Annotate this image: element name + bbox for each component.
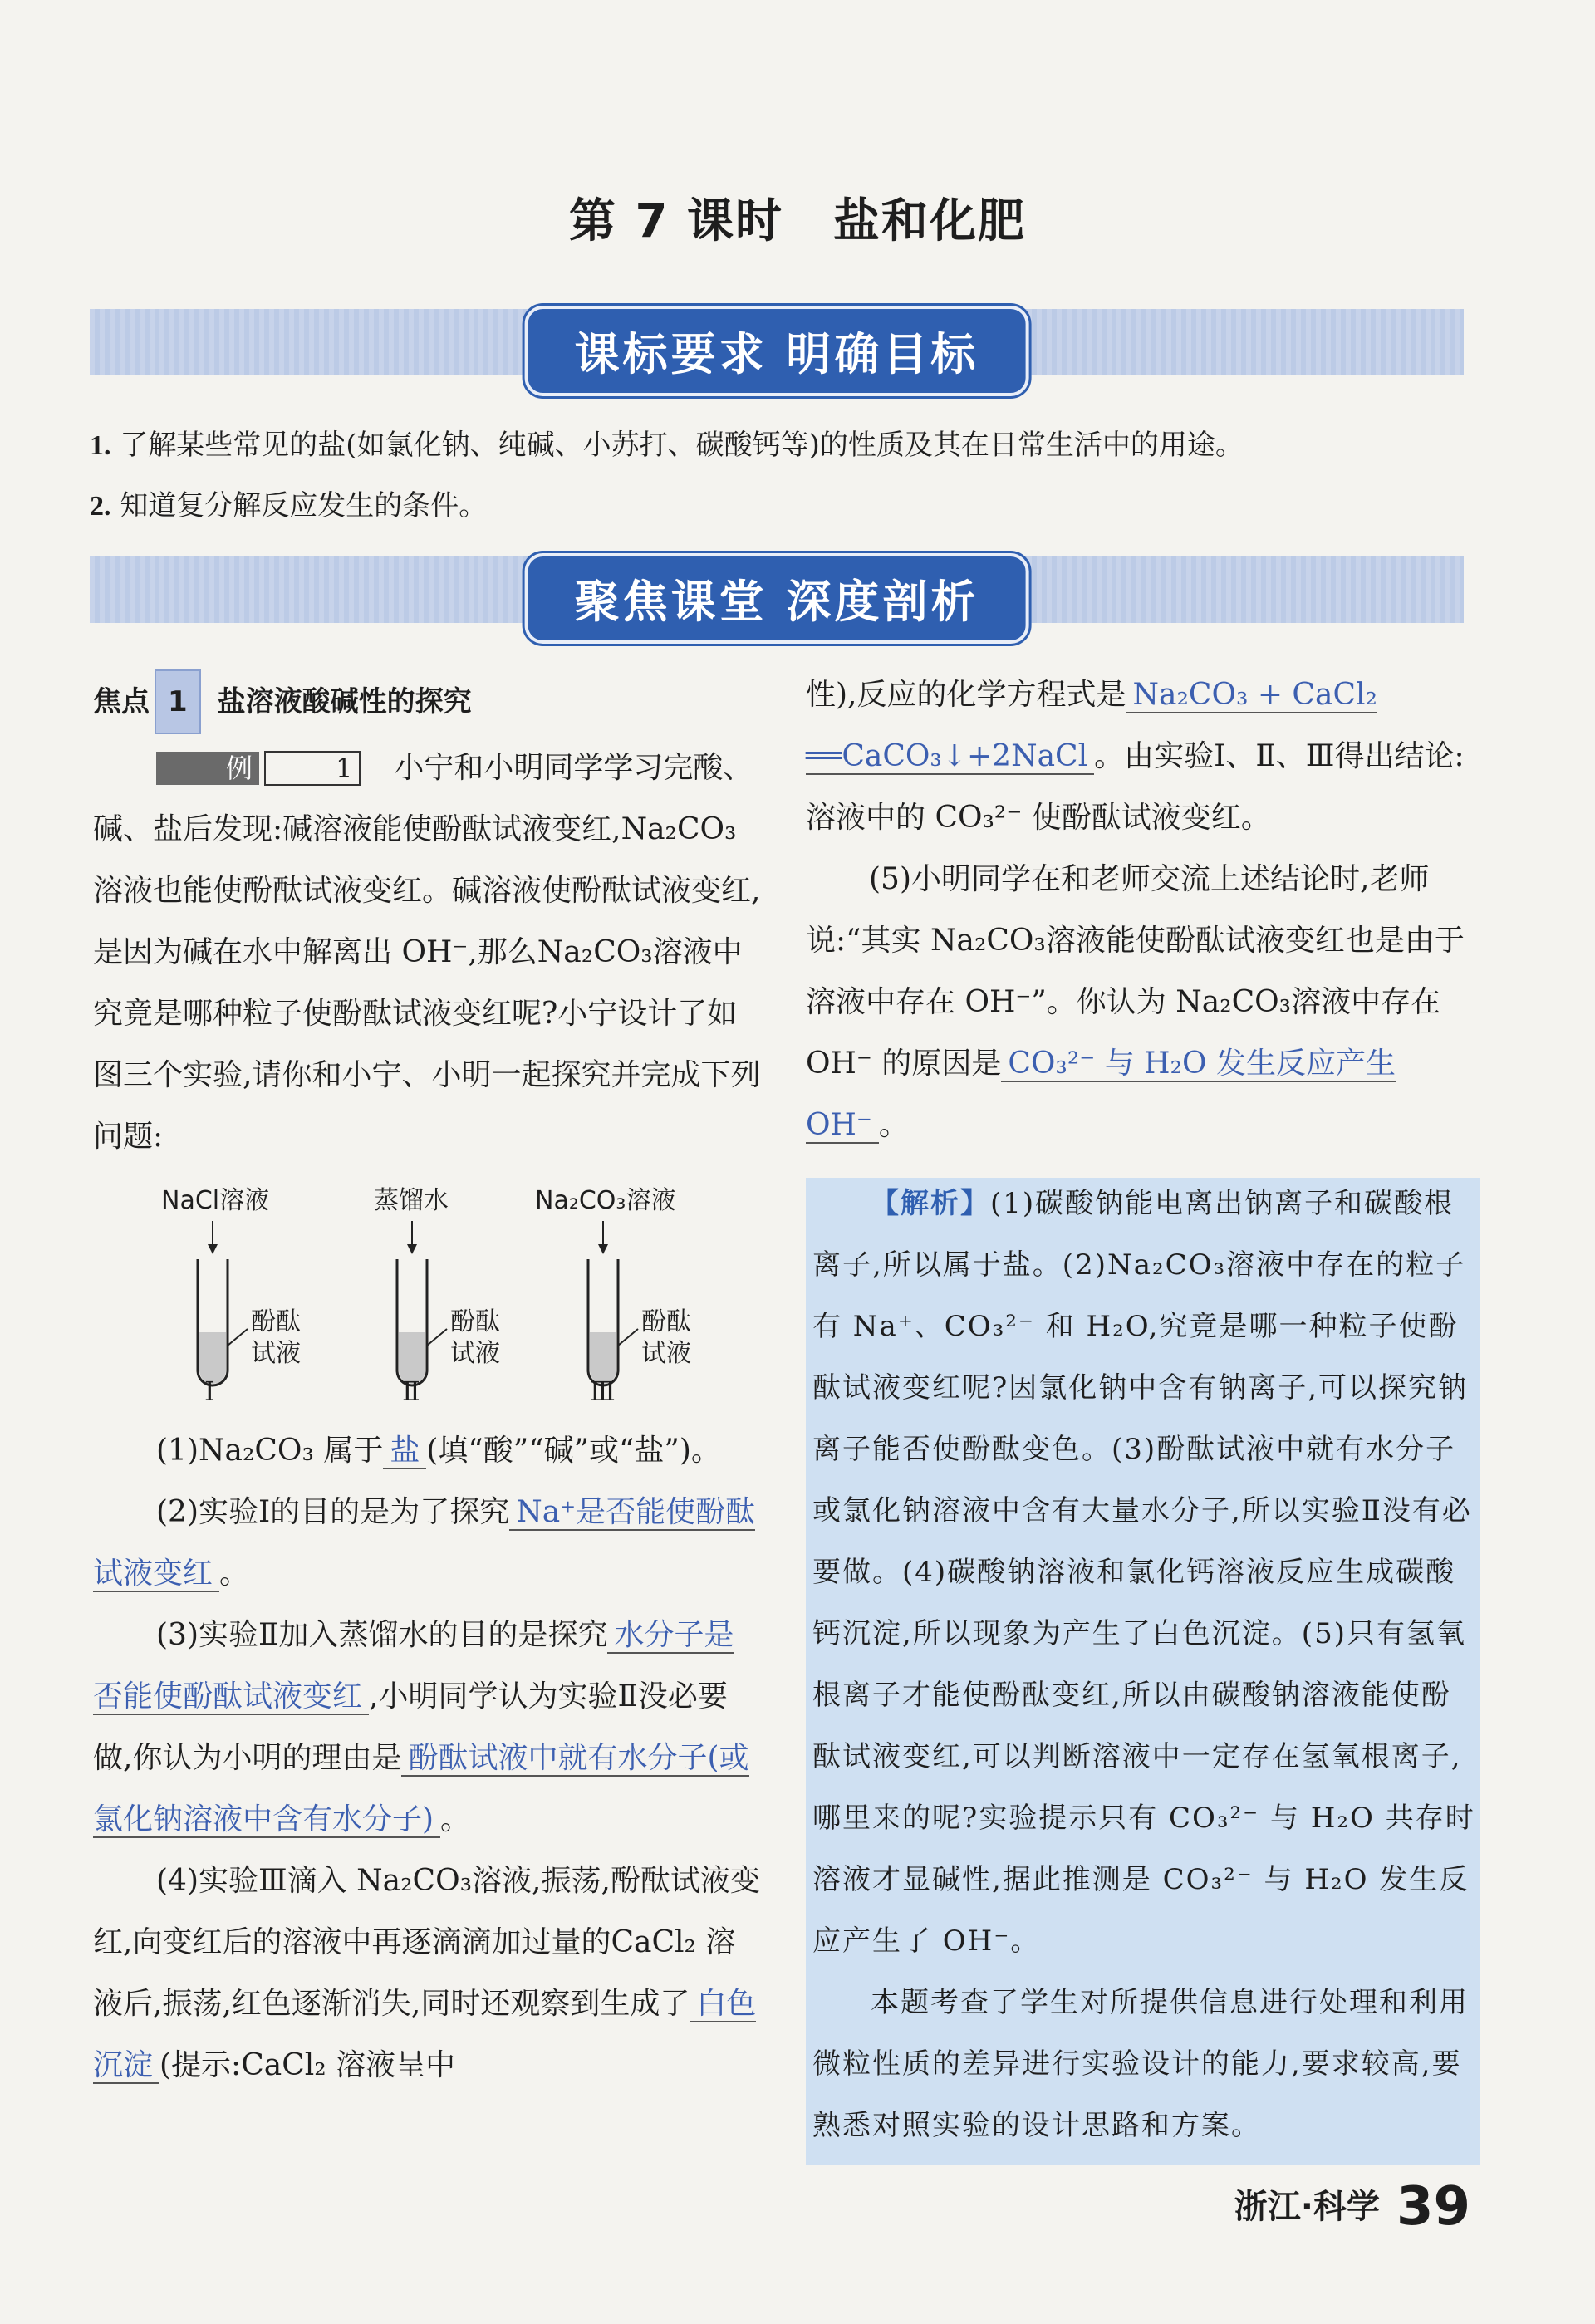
tube-1-roman: Ⅰ (204, 1375, 215, 1407)
right-column (806, 664, 1477, 1156)
goal-item: 2. 知道复分解反应发生的条件。 (90, 489, 488, 522)
tube-2-roman: Ⅱ (402, 1375, 420, 1407)
experiment-figure (158, 1179, 723, 1412)
answer-3b: 酚酞试液中就有水分子(或氯化钠溶液中含有水分子) (93, 1741, 749, 1836)
question-1: (1)Na₂CO₃ 属于 盐 (填“酸”“碱”或“盐”)。 (156, 1434, 721, 1468)
banner-focus (90, 556, 1464, 628)
page-title (0, 184, 1595, 251)
tube-3-roman: Ⅲ (590, 1375, 616, 1407)
banner-goals-label: 课标要求 明确目标 (525, 306, 1029, 396)
lesson-title: 第 7 课时 (569, 194, 783, 248)
tube-2 (397, 1221, 447, 1385)
tube-2-side: 酚酞 (450, 1307, 500, 1336)
question-5: (5)小明同学在和老师交流上述结论时,老师说:“其实 Na₂CO₃溶液能使酚酞试液变红也是由于溶液中存在 OH⁻”。你认为 Na₂CO₃溶液中存在 OH⁻ 的原因是 CO₃²⁻ 与 H₂O 发生反应产生 OH⁻ 。 (806, 862, 1465, 1142)
answer-3a: 水分子是否能使酚酞试液变红 (93, 1618, 734, 1714)
analysis-body: 【解析】(1)碳酸钠能电离出钠离子和碳酸根离子,所以属于盐。(2)Na₂CO₃溶液中存在的粒子有 Na⁺、CO₃²⁻ 和 H₂O,究竟是哪一种粒子使酚酞试液变红呢?因氯化钠中含有钠离子,可以探究钠离子能否使酚酞变色。(3)酚酞试液中就有水分子或氯化钠溶液中含有大量水分子,所以实验Ⅱ没有必要做。(4)碳酸钠溶液和氯化钙溶液反应生成碳酸钙沉淀,所以现象为产生了白色沉淀。(5)只有氢氧根离子才能使酚酞变红,所以由碳酸钠溶液能使酚酞试液变红,可以判断溶液中一定存在氢氧根离子,哪里来的呢?实验提示只有 CO₃²⁻ 与 H₂O 共存时溶液才显碱性,据此推测是 CO₃²⁻ 与 H₂O 发生反应产生了 OH⁻。 (812, 1187, 1475, 1958)
question-3: (3)实验Ⅱ加入蒸馏水的目的是探究 水分子是否能使酚酞试液变红 ,小明同学认为实验Ⅱ没必要做,你认为小明的理由是 酚酞试液中就有水分子(或氯化钠溶液中含有水分子) 。 (93, 1618, 749, 1836)
banner-goals (90, 309, 1464, 380)
question-2: (2)实验Ⅰ的目的是为了探究 Na⁺是否能使酚酞试液变红 。 (93, 1495, 756, 1591)
page-footer (1234, 2176, 1470, 2238)
left-column (93, 669, 763, 1168)
answer-5: CO₃²⁻ 与 H₂O 发生反应产生 OH⁻ (806, 1047, 1396, 1142)
answer-4: 白色沉淀 (93, 1987, 757, 2082)
analysis-summary: 本题考查了学生对所提供信息进行处理和利用微粒性质的差异进行实验设计的能力,要求较高,要熟悉对照实验的设计思路和方案。 (812, 1986, 1469, 2142)
left-questions (93, 1420, 763, 2096)
goals-list (90, 415, 1485, 537)
question-4: (4)实验Ⅲ滴入 Na₂CO₃溶液,振荡,酚酞试液变红,向变红后的溶液中再逐滴滴加过量的CaCl₂ 溶液后,振荡,红色逐渐消失,同时还观察到生成了 白色沉淀 (提示:CaCl₂ 溶液呈中 (93, 1864, 760, 2082)
tube-3-side2: 试液 (641, 1339, 691, 1368)
example-intro: 例 1 小宁和小明同学学习完酸、碱、盐后发现:碱溶液能使酚酞试液变红,Na₂CO₃溶液也能使酚酞试液变红。碱溶液使酚酞试液变红,是因为碱在水中解离出 OH⁻,那么Na₂CO₃溶液中究竟是哪种粒子使酚酞试液变红呢?小宁设计了如图三个实验,请你和小宁、小明一起探究并完成下列问题: (93, 751, 761, 1154)
tube-2-label: 蒸馏水 (374, 1186, 449, 1215)
goal-item: 1. 了解某些常见的盐(如氯化钠、纯碱、小苏打、碳酸钙等)的性质及其在日常生活中的用途。 (90, 429, 1244, 462)
answer-equation: Na₂CO₃ + CaCl₂ ══CaCO₃↓+2NaCl (806, 678, 1377, 773)
analysis-text (812, 1173, 1477, 2156)
tube-1 (198, 1221, 248, 1385)
footer-region: 浙江·科学 (1234, 2188, 1380, 2226)
page-number: 39 (1396, 2176, 1470, 2238)
tube-2-side2: 试液 (450, 1339, 500, 1368)
tube-3-label: Na₂CO₃溶液 (535, 1186, 676, 1215)
focus-heading: 焦点 1 盐溶液酸碱性的探究 (93, 669, 763, 734)
reaction-equation: 性),反应的化学方程式是 Na₂CO₃ + CaCl₂ ══CaCO₃↓+2NaCl 。由实验Ⅰ、Ⅱ、Ⅲ得出结论:溶液中的 CO₃²⁻ 使酚酞试液变红。 (806, 678, 1465, 835)
answer-1: 盐 (383, 1434, 426, 1469)
lesson-topic: 盐和化肥 (832, 194, 1026, 248)
tube-3-side: 酚酞 (641, 1307, 691, 1336)
tube-1-side2: 试液 (251, 1339, 301, 1368)
tube-1-side: 酚酞 (251, 1307, 301, 1336)
banner-focus-label: 聚焦课堂 深度剖析 (525, 553, 1029, 644)
tube-3 (588, 1221, 638, 1385)
tube-1-label: NaCl溶液 (161, 1186, 270, 1215)
answer-2: Na⁺是否能使酚酞试液变红 (93, 1495, 756, 1591)
